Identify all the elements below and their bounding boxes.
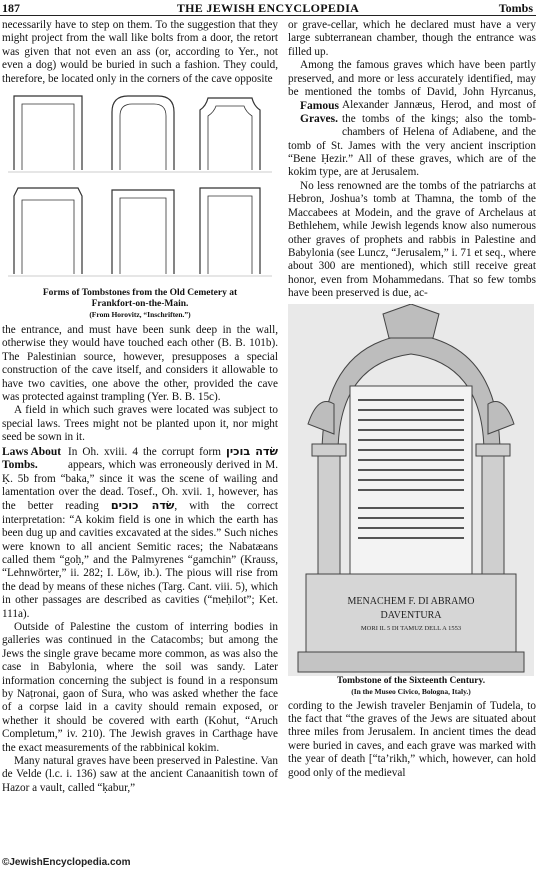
left-column	[2, 19, 278, 795]
tombstone-outline	[208, 196, 252, 274]
figure-tombstone-forms	[2, 88, 278, 320]
left-column-shaft	[318, 454, 340, 574]
right-capital	[476, 444, 510, 456]
tombstone-illustration	[288, 304, 534, 676]
tombstone-outline	[120, 104, 166, 170]
page-number: 187	[2, 1, 20, 15]
tombstone-outline	[22, 200, 74, 274]
page-header	[0, 0, 536, 16]
stone-inscription: DAVENTURA	[380, 609, 442, 621]
figure-credit: (From Horovitz, “Inschriften.”)	[89, 310, 191, 320]
paragraph-famous-graves: Among the famous graves which have been partly preserved, and more or less accurately identified, may be mentioned the tombs of David, John Hyrcanus, Alexander Jannæus, Herod, and Famous Graves. most of the tombs of the kings; also the tomb-chambers of Helena of Adiabene, and the tomb of St. James with the very ancient inscription “Bene Ḥezir.” All of these graves, which are of the kokim type, are at Jerusalem.	[288, 59, 536, 179]
figure-caption: Forms of Tombstones from the Old Cemetery at Frankfort-on-the-Main.	[42, 288, 238, 310]
paragraph: necessarily have to step on them. To the suggestion that they might project from the wall like bolts from a door, the retort was given that not even an ass (or, according to Yer., not even a dog) would be buried in such a fashion. They could, therefore, be located only in the corners of the cave opposite	[2, 19, 278, 85]
tombstone-outline	[120, 198, 166, 274]
stone-inscription: MORI IL 5 DI TAMUZ DELL A 1553	[360, 624, 462, 632]
tombstone-outline	[208, 106, 252, 170]
figure-credit: (In the Museo Civico, Bologna, Italy.)	[351, 686, 471, 696]
paragraph: or grave-cellar, which he declared must have a very large subterranean chamber, though the entrance was filled up.	[288, 19, 536, 58]
hebrew-text: שׂדה כוכים	[110, 499, 175, 513]
tombstone-outline	[200, 98, 260, 170]
tombstone-outline	[22, 104, 74, 170]
encyclopedia-title: THE JEWISH ENCYCLOPEDIA	[176, 1, 360, 15]
paragraph: No less renowned are the tombs of the patriarchs at Hebron, Joshua’s tomb at Thamna, the tomb of the Maccabees at Modein, and the grave of Archelaus at Bethlehem, while Jewish legends know also numerous other graves of prophets and rabbis in Palestine and Babylonia (see Luncz, “Jerusalem,” i. 71 et seq., where about 300 are mentioned), which still receive great honor, even from Mohammedans. That so few tombs have been preserved is due, ac-	[288, 179, 536, 300]
tombstone-forms-illustration	[2, 88, 278, 288]
paragraph: the entrance, and must have been sunk deep in the wall, otherwise they would have touched each other (B. B. 101b). The Palestinian source, however, presupposes a special construction of the cave itself, and considers it allowable to have two cavities, one above the other, provided the cave was protected against trampling (Yer. B. B. 15c).	[2, 324, 278, 404]
site-watermark: ©JewishEncyclopedia.com	[2, 857, 131, 868]
figure-sixteenth-century-tombstone	[288, 304, 534, 697]
stone-inscription: MENACHEM F. DI ABRAMO	[347, 595, 475, 607]
paragraph: Many natural graves have been preserved in Palestine. Van de Velde (l.c. i. 136) saw at the ancient Canaanitish town of Hazor a vault, called “ḳabur,”	[2, 755, 278, 794]
paragraph-laws-about-tombs: Laws About Tombs. In Oh. xviii. 4 the corrupt form שׂדה בוכין appears, which was erroneously derived in M. Ḳ. 5b from “baka,” since it was the scene of wailing and lamentation over the dead. Tosef., Oh. xvii. 1, however, has the better reading שׂדה כוכים, with the correct interpretation: “A kokim field is one in which the earth has been dug up and cavities excavated at the sides.” Such niches were known to all ancient Semitic races; the Nabatæans called them “goḥ,” and the Palmyrenes “gamchin” (Krauss, “Lehnwörter,” ii. 282; I. Löw, ib.). The pious will rise from the dead by means of these niches (Targ. Cant. viii. 5), which in other passages are described as cavities (“meḥilot”; Ket. 111a).	[2, 444, 278, 620]
tombstone-outline	[14, 96, 82, 170]
running-head: Tombs	[498, 1, 533, 15]
hebrew-text: שׂדה	[255, 444, 278, 458]
paragraph: A field in which such graves were located was subject to special laws. Trees might not be planted upon it, nor might seed be sown in it.	[2, 404, 278, 444]
right-column	[288, 19, 536, 780]
left-capital	[312, 444, 346, 456]
inscription-panel	[350, 386, 472, 586]
side-heading: Famous Graves.	[300, 100, 339, 126]
side-heading: Laws About Tombs.	[2, 445, 62, 471]
tombstone-outline	[200, 188, 260, 274]
paragraph: cording to the Jewish traveler Benjamin of Tudela, to the fact that “the graves of the Jews are situated about three miles from Jerusalem. In ancient times the dead were buried in caves, and each grave was marked with the year of death [“ta’rikh,” which, however, can hold good only of the medieval	[288, 699, 536, 779]
tombstone-outline	[112, 190, 174, 274]
figure-caption: Tombstone of the Sixteenth Century.	[336, 675, 486, 686]
hebrew-text: בוכין	[226, 444, 251, 458]
base-plinth	[298, 652, 524, 672]
paragraph: Outside of Palestine the custom of interring bodies in galleries was continued in the Catacombs; but among the Jews the single grave became more common, as was also the case in Babylonia, where the soil was sandy. Later information concerning the subject is found in a responsum by Naṭronai, gaon of Sura, who was asked whether the face of a corpse laid in a cavity should remain exposed, or whether it should be covered with earth (Kohut, “Aruch Completum,” iv. 210). The Jewish graves in Carthage have the exact measurements of the rabbinical kokim.	[2, 620, 278, 754]
right-column-shaft	[482, 454, 504, 574]
tombstone-outline	[112, 96, 174, 170]
tombstone-outline	[14, 188, 82, 274]
